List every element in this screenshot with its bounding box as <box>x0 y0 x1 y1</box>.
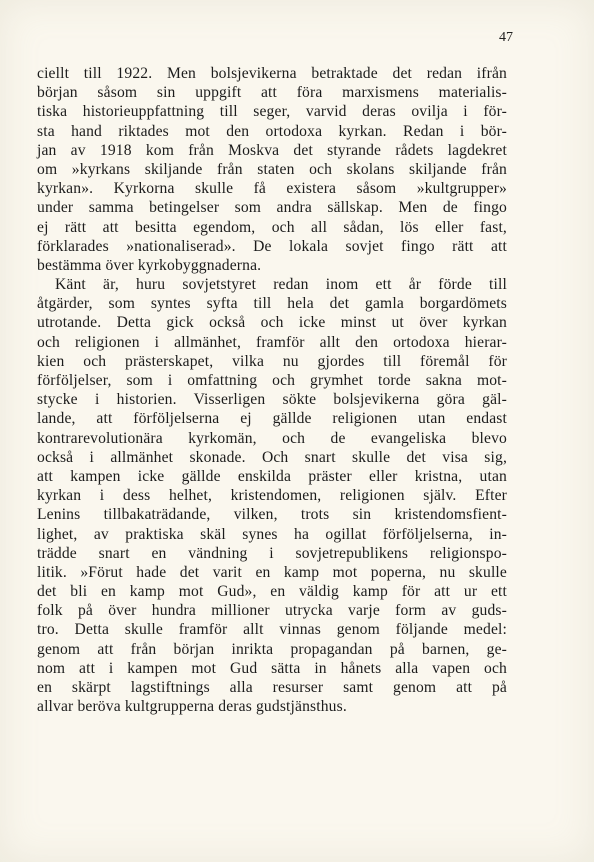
text-line: kien och prästerskapet, vilka nu gjordes till föremål för <box>37 352 507 370</box>
text-line: utrotande. Detta gick också och icke minst ut över kyrkan <box>37 314 507 332</box>
page-number: 47 <box>499 30 513 45</box>
text-line: kyrkan i dess helhet, kristendomen, religionen själv. Efter <box>37 487 507 505</box>
paragraph-1 <box>37 64 507 275</box>
text-line: en skärpt lagstiftnings alla resurser samt genom att på <box>37 679 507 696</box>
text-line: tro. Detta skulle framför allt vinnas genom följande medel: <box>37 621 507 639</box>
text-line: om »kyrkans skiljande från staten och skolans skiljande från <box>37 160 507 178</box>
text-line: nom att i kampen mot Gud sätta in hånets alla vapen och <box>37 659 507 677</box>
text-line: också i allmänhet skonade. Och snart skulle det visa sig, <box>37 448 507 466</box>
text-line: trädde snart en vändning i sovjetrepublikens religionspo- <box>37 544 507 562</box>
text-line: ej rätt att besitta egendom, och all sådan, lös eller fast, <box>37 218 507 236</box>
text-line: och religionen i allmänhet, framför allt den ortodoxa hierar- <box>37 333 507 351</box>
text-line: ciellt till 1922. Men bolsjevikerna betraktade det redan ifrån <box>37 65 507 82</box>
body-text <box>37 64 507 716</box>
text-line: stycke i historien. Visserligen sökte bolsjevikerna göra gäl- <box>37 391 507 409</box>
text-line: allvar beröva kultgrupperna deras gudstjänsthus. <box>37 698 347 716</box>
text-line: det bli en kamp mot Gud», en väldig kamp för att ur ett <box>37 583 507 601</box>
text-line: förföljelser, som i omfattning och grymhet torde sakna mot- <box>37 372 507 389</box>
text-line: tiska historieuppfattning till seger, varvid deras ovilja i för- <box>37 103 507 121</box>
text-line: jan av 1918 kom från Moskva det styrande rådets lagdekret <box>37 141 507 159</box>
text-line: förklarades »nationaliserad». De lokala sovjet fingo rätt att <box>37 237 507 255</box>
text-line: folk på över hundra millioner utrycka varje form av guds- <box>37 602 507 620</box>
text-line: början såsom sin uppgift att föra marxismens materialis- <box>37 84 507 102</box>
text-line: sta hand riktades mot den ortodoxa kyrkan. Redan i bör- <box>37 122 507 140</box>
text-line: åtgärder, som syntes syfta till hela det gamla borgardömets <box>37 295 507 313</box>
text-line: genom att från början inrikta propagandan på barnen, ge- <box>37 640 507 658</box>
paragraph-2 <box>37 275 507 716</box>
text-line: lande, att förföljelserna ej gällde religionen utan endast <box>37 410 507 428</box>
text-line: att kampen icke gällde enskilda präster eller kristna, utan <box>37 467 507 485</box>
text-line: bestämma över kyrkobyggnaderna. <box>37 256 262 274</box>
text-line: Lenins tillbakaträdande, vilken, trots sin kristendomsfient- <box>37 506 507 524</box>
text-line: litik. »Förut hade det varit en kamp mot poperna, nu skulle <box>37 563 507 581</box>
text-line: under samma betingelser som andra sällskap. Men de fingo <box>37 199 507 217</box>
text-line: kyrkan». Kyrkorna skulle få existera såsom »kultgrupper» <box>37 180 507 198</box>
text-line: Känt är, huru sovjetstyret redan inom ett år förde till <box>55 276 507 294</box>
text-line: kontrarevolutionära kyrkomän, och de evangeliska blevo <box>37 429 507 447</box>
text-line: lighet, av praktiska skäl synes ha ogillat förföljelserna, in- <box>37 525 507 543</box>
